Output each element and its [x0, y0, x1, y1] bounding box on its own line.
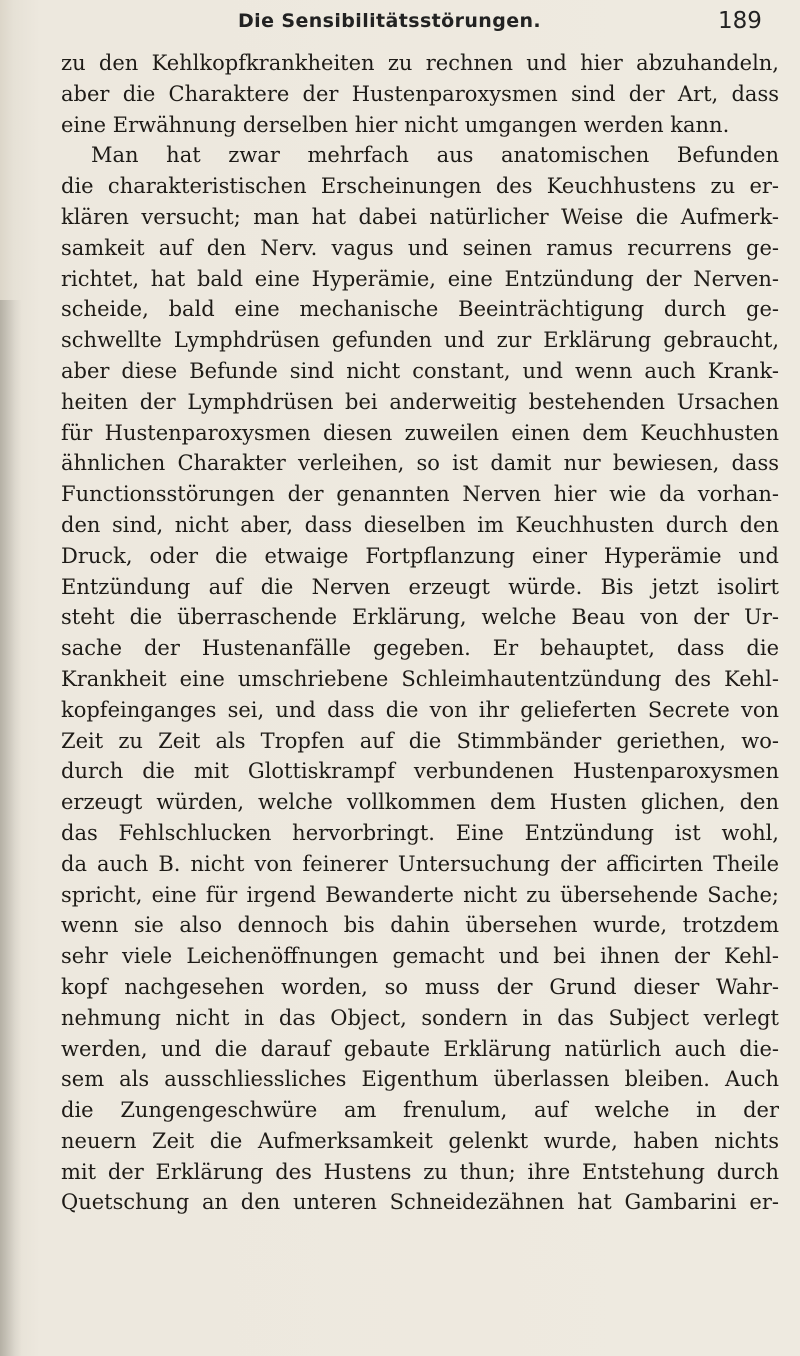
- page-gutter-shadow: [0, 300, 22, 1356]
- text-line: klären versucht; man hat dabei natürlicher Weise die Aufmerk-: [61, 204, 779, 229]
- text-line: ähnlichen Charakter verleihen, so ist damit nur bewiesen, dass: [61, 451, 779, 476]
- text-line: kopf nachgesehen worden, so muss der Grund dieser Wahr-: [61, 974, 779, 999]
- running-title: Die Sensibilitätsstörungen.: [238, 10, 542, 32]
- text-line: Man hat zwar mehrfach aus anatomischen Befunden: [91, 143, 779, 168]
- text-line: spricht, eine für irgend Bewanderte nicht zu übersehende Sache;: [61, 882, 779, 907]
- text-line: Zeit zu Zeit als Tropfen auf die Stimmbänder geriethen, wo-: [61, 728, 779, 753]
- text-line: richtet, hat bald eine Hyperämie, eine Entzündung der Nerven-: [61, 266, 779, 291]
- text-line: Krankheit eine umschriebene Schleimhautentzündung des Kehl-: [61, 666, 779, 691]
- text-line: scheide, bald eine mechanische Beeinträchtigung durch ge-: [61, 297, 779, 322]
- text-line: das Fehlschlucken hervorbringt. Eine Entzündung ist wohl,: [61, 820, 779, 845]
- body-text: [61, 48, 779, 1218]
- page-number: 189: [718, 8, 762, 34]
- text-line: neuern Zeit die Aufmerksamkeit gelenkt wurde, haben nichts: [61, 1128, 779, 1153]
- text-line: da auch B. nicht von feinerer Untersuchung der afficirten Theile: [61, 851, 779, 876]
- text-line: eine Erwähnung derselben hier nicht umgangen werden kann.: [61, 112, 730, 137]
- text-line: sehr viele Leichenöffnungen gemacht und bei ihnen der Kehl-: [61, 944, 779, 969]
- text-line: durch die mit Glottiskrampf verbundenen Hustenparoxysmen: [61, 759, 779, 784]
- text-line: kopfeinganges sei, und dass die von ihr gelieferten Secrete von: [61, 697, 779, 722]
- text-line: aber diese Befunde sind nicht constant, und wenn auch Krank-: [61, 358, 779, 383]
- text-line: Druck, oder die etwaige Fortpflanzung einer Hyperämie und: [61, 543, 779, 568]
- text-line: steht die überraschende Erklärung, welche Beau von der Ur-: [61, 605, 779, 630]
- text-line: den sind, nicht aber, dass dieselben im Keuchhusten durch den: [61, 512, 779, 537]
- text-line: werden, und die darauf gebaute Erklärung natürlich auch die-: [61, 1036, 779, 1061]
- text-line: die Zungengeschwüre am frenulum, auf welche in der: [61, 1098, 779, 1123]
- text-line: sache der Hustenanfälle gegeben. Er behauptet, dass die: [61, 636, 779, 661]
- text-line: für Hustenparoxysmen diesen zuweilen einen dem Keuchhusten: [61, 420, 779, 445]
- text-line: nehmung nicht in das Object, sondern in das Subject verlegt: [61, 1005, 779, 1030]
- text-line: wenn sie also dennoch bis dahin übersehen wurde, trotzdem: [61, 913, 779, 938]
- text-line: Functionsstörungen der genannten Nerven hier wie da vorhan-: [61, 482, 779, 507]
- text-line: zu den Kehlkopfkrankheiten zu rechnen und hier abzuhandeln,: [61, 51, 779, 75]
- text-line: die charakteristischen Erscheinungen des Keuchhustens zu er-: [61, 174, 779, 199]
- text-line: samkeit auf den Nerv. vagus und seinen ramus recurrens ge-: [61, 235, 779, 260]
- text-line: Quetschung an den unteren Schneidezähnen hat Gambarini er-: [61, 1190, 779, 1215]
- text-line: sem als ausschliessliches Eigenthum überlassen bleiben. Auch: [61, 1067, 779, 1092]
- text-line: schwellte Lymphdrüsen gefunden und zur Erklärung gebraucht,: [61, 328, 779, 353]
- text-line: erzeugt würden, welche vollkommen dem Husten glichen, den: [61, 790, 779, 815]
- running-head: [0, 10, 800, 40]
- text-line: aber die Charaktere der Hustenparoxysmen sind der Art, dass: [61, 81, 779, 106]
- text-line: heiten der Lymphdrüsen bei anderweitig bestehenden Ursachen: [61, 389, 779, 414]
- text-line: mit der Erklärung des Hustens zu thun; ihre Entstehung durch: [61, 1159, 779, 1184]
- text-line: Entzündung auf die Nerven erzeugt würde. Bis jetzt isolirt: [61, 574, 779, 599]
